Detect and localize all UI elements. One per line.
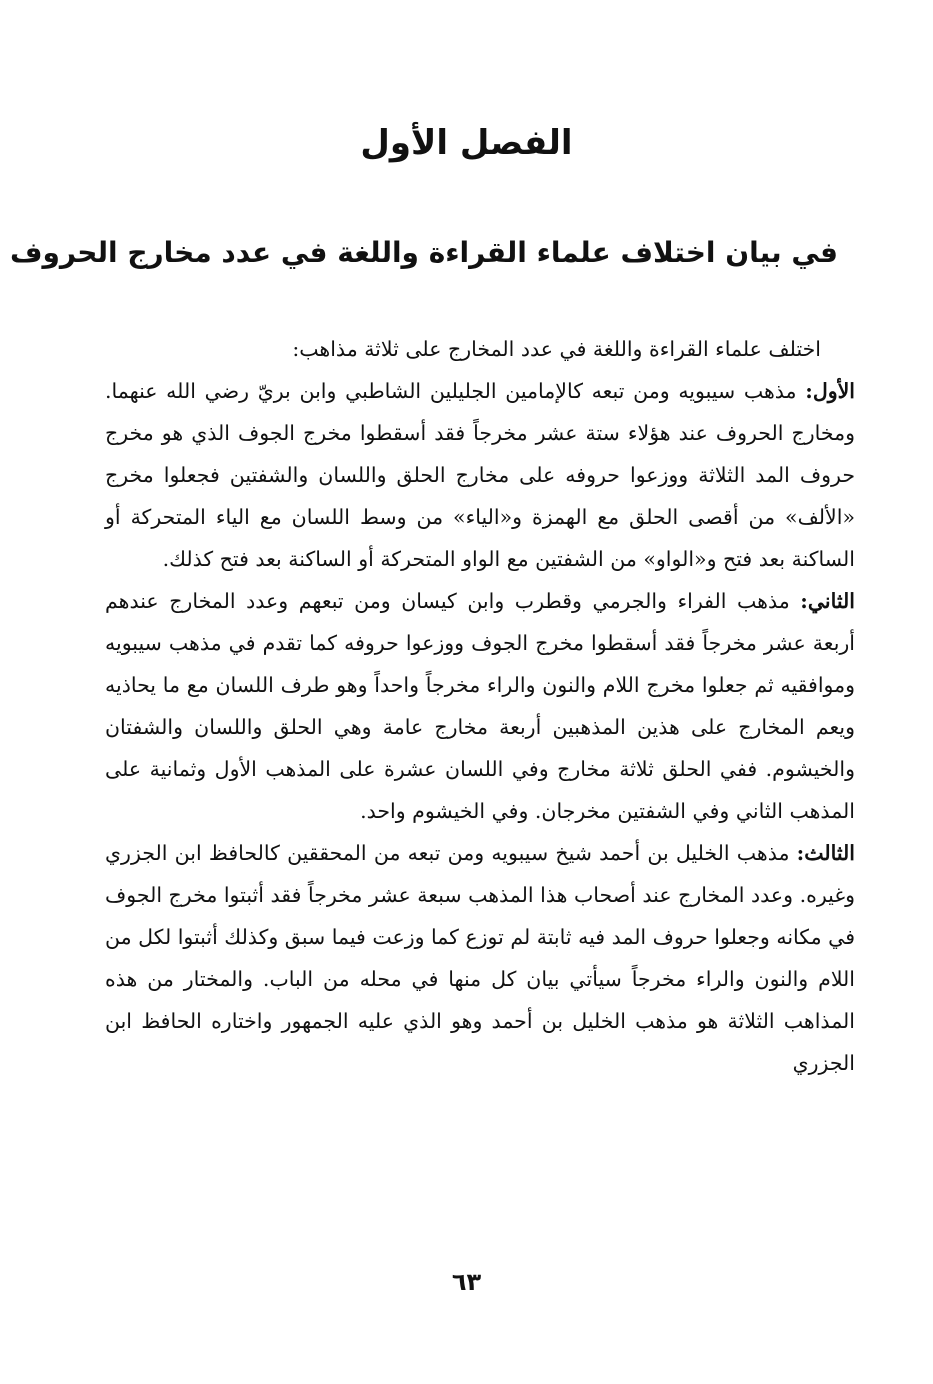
section-first-term: الأول: <box>805 379 855 403</box>
chapter-subtitle: في بيان اختلاف علماء القراءة واللغة في عدد مخارج الحروف <box>9 236 838 269</box>
section-second-paragraph <box>105 580 855 832</box>
section-third-paragraph <box>105 832 855 1084</box>
section-first-text: مذهب سيبويه ومن تبعه كالإمامين الجليلين الشاطبي وابن بريّ رضي الله عنهما. ومخارج الحروف عند هؤلاء ستة عشر مخرجاً فقد أسقطوا مخرج الجوف الذي هو مخرج حروف المد الثلاثة ووزعوا حروفه على مخارج الحلق واللسان والشفتين فجعلوا مخرج «الألف» من أقصى الحلق مع الهمزة و«الياء» من وسط اللسان مع الياء المتحركة أو الساكنة بعد فتح و«الواو» من الشفتين مع الواو المتحركة أو الساكنة بعد فتح كذلك. <box>105 379 855 571</box>
section-third-term: الثالث: <box>796 841 855 865</box>
chapter-title: الفصل الأول <box>360 123 573 163</box>
section-second-text: مذهب الفراء والجرمي وقطرب وابن كيسان ومن تبعهم وعدد المخارج عندهم أربعة عشر مخرجاً فقد أسقطوا مخرج الجوف ووزعوا حروفه كما تقدم في مذهب سيبويه وموافقيه ثم جعلوا مخرج اللام والنون والراء مخرجاً واحداً وهو طرف اللسان مع ما يحاذيه ويعم المخارج على هذين المذهبين أربعة مخارج عامة وهي الحلق واللسان والشفتان والخيشوم. ففي الحلق ثلاثة مخارج وفي اللسان عشرة على المذهب الأول وثمانية على المذهب الثاني وفي الشفتين مخرجان. وفي الخيشوم واحد. <box>105 589 855 823</box>
page-number: ٦٣ <box>451 1268 482 1296</box>
section-first-paragraph <box>105 370 855 580</box>
section-second-term: الثاني: <box>800 589 855 613</box>
intro-paragraph: اختلف علماء القراءة واللغة في عدد المخارج على ثلاثة مذاهب: <box>292 337 821 361</box>
body-text <box>105 328 855 1084</box>
section-third-text: مذهب الخليل بن أحمد شيخ سيبويه ومن تبعه من المحققين كالحافظ ابن الجزري وغيره. وعدد المخارج عند أصحاب هذا المذهب سبعة عشر مخرجاً فقد أثبتوا مخرج الجوف في مكانه وجعلوا حروف المد فيه ثابتة لم توزع كما وزعت فيما سبق وكذلك أثبتوا لكل من اللام والنون والراء مخرجاً سيأتي بيان كل منها في محله من الباب. والمختار من هذه المذاهب الثلاثة هو مذهب الخليل بن أحمد وهو الذي عليه الجمهور واختاره الحافظ ابن الجزري <box>105 841 855 1075</box>
